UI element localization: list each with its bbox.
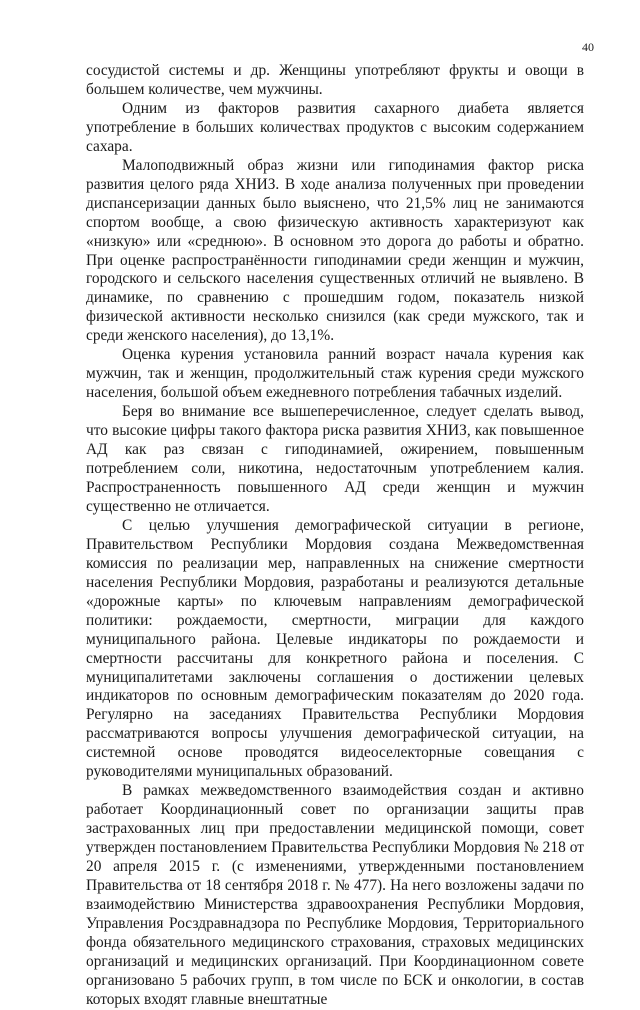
paragraph-continuation: сосудистой системы и др. Женщины употребляют фрукты и овощи в большем количестве, чем мужчины. [86, 62, 584, 98]
page-number: 40 [582, 40, 594, 54]
paragraph-smoking: Оценка курения установила ранний возраст начала курения как мужчин, так и женщин, продолжительный стаж курения среди мужского населения, большой объем ежедневного потребления табачных изделий. [86, 346, 584, 402]
paragraph-coordination-council: В рамках межведомственного взаимодействия создан и активно работает Координационный совет по организации защиты прав застрахованных лиц при предоставлении медицинской помощи, совет утвержден постановлением Правительства Республики Мордовия № 218 от 20 апреля 2015 г. (с изменениями, утвержденными постановлением Правительства от 18 сентября 2018 г. № 477). На него возложены задачи по взаимодействию Министерства здравоохранения Республики Мордовия, Управления Росздравнадзора по Республике Мордовия, Территориального фонда обязательного медицинского страхования, страховых медицинских организаций и медицинских организаций. При Координационном совете организовано 5 рабочих групп, в том числе по БСК и онкологии, в состав которых входят главные внештатные [86, 782, 584, 1008]
document-body [86, 62, 584, 1010]
paragraph-conclusion: Беря во внимание все вышеперечисленное, следует сделать вывод, что высокие цифры такого фактора риска развития ХНИЗ, как повышенное АД как раз связан с гиподинамией, ожирением, повышенным потреблением соли, никотина, недостаточным употреблением калия. Распространенность повышенного АД среди женщин и мужчин существенно не отличается. [86, 403, 584, 515]
paragraph-demography: С целью улучшения демографической ситуации в регионе, Правительством Республики Мордовия создана Межведомственная комиссия по реализации мер, направленных на снижение смертности населения Республики Мордовия, разработаны и реализуются детальные «дорожные карты» по ключевым направлениям демографической политики: рождаемости, смертности, миграции для каждого муниципального района. Целевые индикаторы по рождаемости и смертности рассчитаны для конкретного района и поселения. С муниципалитетами заключены соглашения о достижении целевых индикаторов по основным демографическим показателям до 2020 года. Регулярно на заседаниях Правительства Республики Мордовия рассматриваются вопросы улучшения демографической ситуации, на системной основе проводятся видеоселекторные совещания с руководителями муниципальных образований. [86, 516, 584, 781]
paragraph-diabetes: Одним из факторов развития сахарного диабета является употребление в больших количествах продуктов с высоким содержанием сахара. [86, 99, 584, 155]
paragraph-hypodynamia: Малоподвижный образ жизни или гиподинамия фактор риска развития целого ряда ХНИЗ. В ходе анализа полученных при проведении диспансеризации данных было выяснено, что 21,5% лиц не занимаются спортом вообще, а свою физическую активность характеризуют как «низкую» или «среднюю». В основном это дорога до работы и обратно. При оценке распространённости гиподинамии среди женщин и мужчин, городского и сельского населения существенных отличий не выявлено. В динамике, по сравнению с прошедшим годом, показатель низкой физической активности несколько снизился (как среди мужского, так и среди женского населения), до 13,1%. [86, 156, 584, 345]
